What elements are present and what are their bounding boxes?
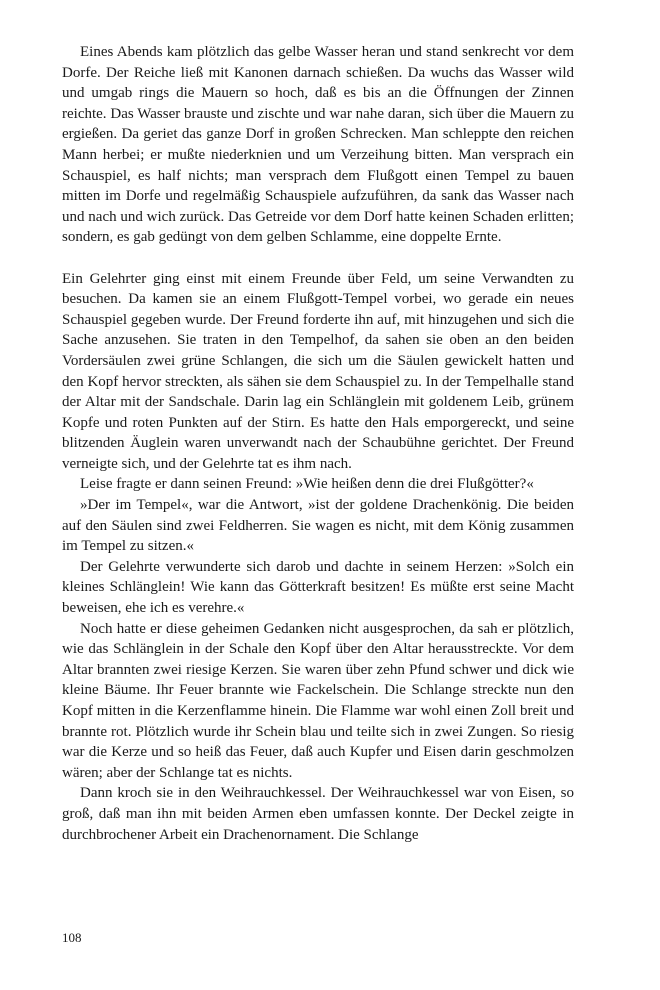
paragraph-question: Leise fragte er dann seinen Freund: »Wie heißen denn die drei Flußgötter?« xyxy=(80,476,534,493)
page-number: 108 xyxy=(62,930,82,945)
section-break xyxy=(62,248,574,269)
page-body xyxy=(62,42,574,845)
paragraph-flood: Eines Abends kam plötzlich das gelbe Wasser heran und stand senkrecht vor dem Dorfe. Der Reiche ließ mit Kanonen darnach schießen. Da wuchs das Wasser wild und umgab rings die Mauern so hoch, daß es bis an die Öffnungen der Zinnen reichte. Das Wasser brauste und zischte und war nahe daran, sich über die Mauern zu ergießen. Da geriet das ganze Dorf in großen Schrecken. Man schleppte den reichen Mann herbei; er mußte niederknien und um Verzeihung bitten. Man versprach ein Schauspiel, es half nichts; man versprach dem Flußgott einen Tempel zu bauen mitten im Dorfe und regelmäßig Schauspiele aufzuführen, da sank das Wasser nach und nach und wich zurück. Das Getreide vor dem Dorf hatte keinen Schaden erlitten; sondern, es gab gedüngt von dem gelben Schlamme, eine doppelte Ernte. xyxy=(62,44,574,246)
paragraph-doubt: Der Gelehrte verwunderte sich darob und dachte in seinem Herzen: »Solch ein kleines Schlänglein! Wie kann das Götterkraft besitzen! Es müßte erst seine Macht beweisen, ehe ich es verehre.« xyxy=(62,558,574,617)
paragraph-incense-vessel: Dann kroch sie in den Weihrauchkessel. Der Weihrauchkessel war von Eisen, so groß, daß man ihn mit beiden Armen eben umfassen konnte. Der Deckel zeigte in durchbrochener Arbeit ein Drachenornament. Die Schlange xyxy=(62,785,574,843)
paragraph-candle-flame: Noch hatte er diese geheimen Gedanken nicht ausgesprochen, da sah er plötzlich, wie das Schlänglein in der Schale den Kopf über den Altar herausstreckte. Vor dem Altar brannten zwei riesige Kerzen. Sie waren über zehn Pfund schwer und dick wie kleine Bäume. Ihr Feuer brannte wie Fackelschein. Die Schlange streckte nun den Kopf mitten in die Kerzenflamme hinein. Die Flamme war wohl einen Zoll breit und brannte rot. Plötzlich wurde ihr Schein blau und teilte sich in zwei Zungen. So riesig war die Kerze und so heiß das Feuer, daß auch Kupfer und Eisen darin geschmolzen wären; aber der Schlange tat es nichts. xyxy=(62,620,574,781)
paragraph-scholar-visit: Ein Gelehrter ging einst mit einem Freunde über Feld, um seine Verwandten zu besuchen. Da kamen sie an einem Flußgott-Tempel vorbei, wo gerade ein neues Schauspiel gegeben wurde. Der Freund forderte ihn auf, mit hinzugehen und sich die Sache anzusehen. Sie traten in den Tempelhof, da sahen sie oben an den beiden Vordersäulen zwei grüne Schlangen, die sich um die Säulen gewickelt hatten und den Kopf hervor streckten, als sähen sie dem Schauspiel zu. In der Tempelhalle stand der Altar mit der Sandschale. Darin lag ein Schlänglein mit goldenem Leib, grünem Kopfe und roten Punkten auf der Stirn. Es hatte den Hals emporgereckt, und seine blitzenden Äuglein waren unverwandt nach der Schaubühne gerichtet. Der Freund verneigte sich, und der Gelehrte tat es ihm nach. xyxy=(62,270,574,472)
paragraph-answer: »Der im Tempel«, war die Antwort, »ist der goldene Drachenkönig. Die beiden auf den Säulen sind zwei Feldherren. Sie wagen es nicht, mit dem König zusammen im Tempel zu sitzen.« xyxy=(62,497,574,555)
